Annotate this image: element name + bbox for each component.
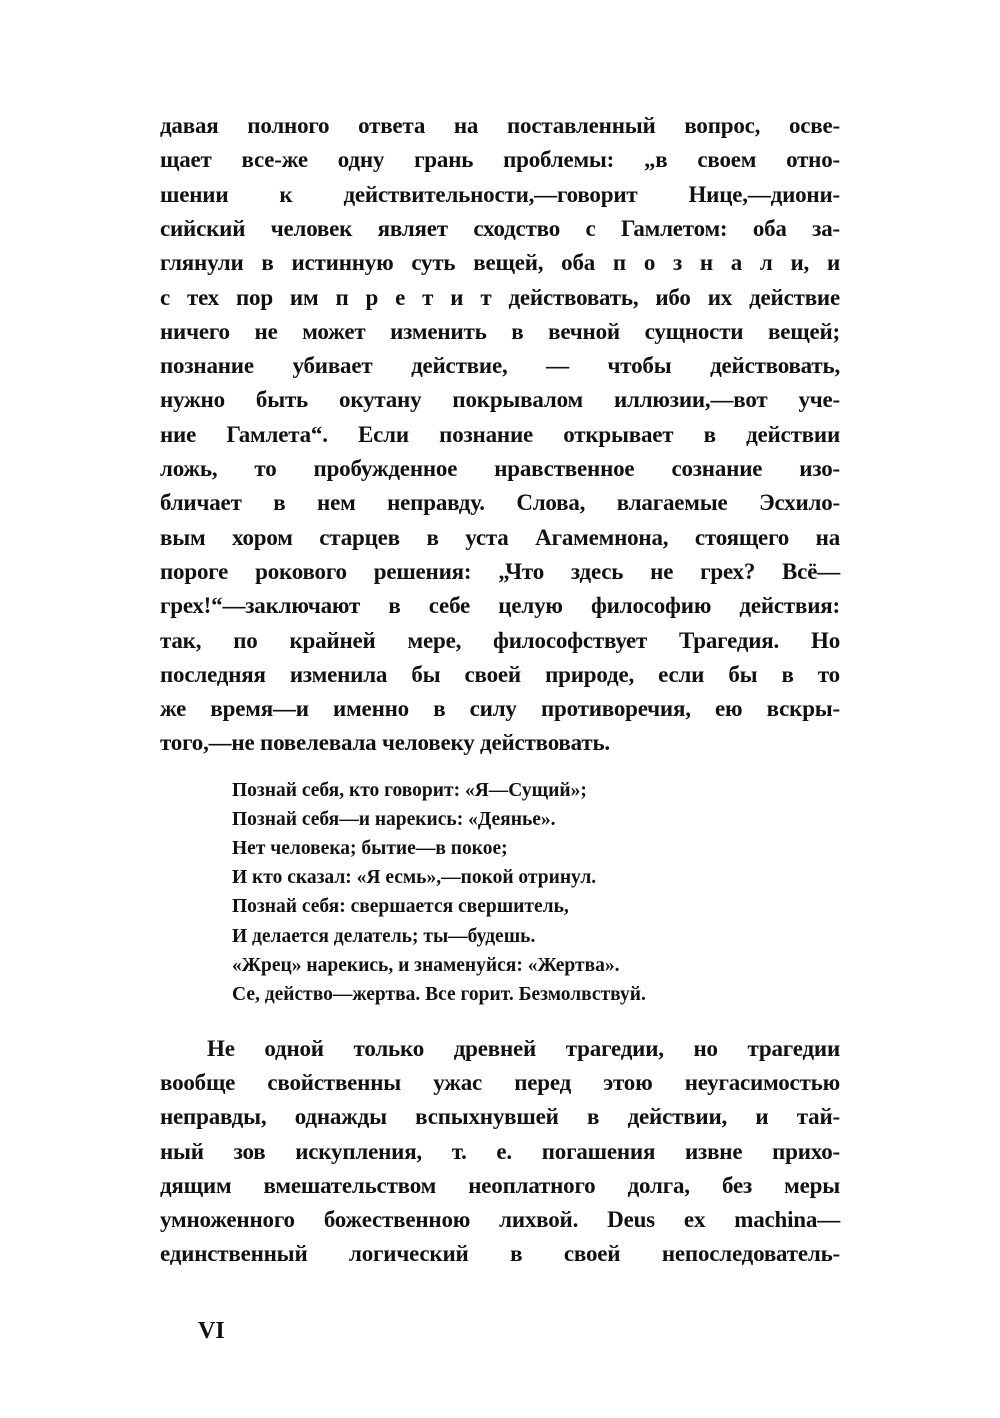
paragraph-1-line: ние Гамлета“. Если познание открывает в действии [160,421,840,447]
poem-line: Се, действо—жертва. Все горит. Безмолвствуй. [232,983,646,1005]
poem-line: Познай себя—и нарекись: «Деянье». [232,809,556,831]
paragraph-1-line: того,—не повелевала человеку действовать. [160,730,610,756]
poem-line: «Жрец» нарекись, и знаменуйся: «Жертва». [232,954,620,976]
paragraph-1-line: ложь, то пробужденное нравственное сознание изо- [160,456,840,481]
paragraph-1-line: шении к действительности,—говорит Нице,—диони- [160,181,840,207]
poem-line: Познай себя: свершается свершитель, [232,896,569,918]
poem-line: Нет человека; бытие—в покое; [232,838,508,860]
paragraph-1-line: же время—и именно в силу противоречия, ею вскры- [160,696,840,722]
paragraph-1-line: ничего не может изменить в вечной сущности вещей; [160,318,840,344]
paragraph-1-line: познание убивает действие, — чтобы действовать, [160,353,840,379]
paragraph-2-line: дящим вмешательством неоплатного долга, без меры [160,1172,840,1198]
paragraph-1-line: нужно быть окутану покрывалом иллюзии,—вот уче- [160,387,840,413]
paragraph-1-line: так, по крайней мере, философствует Трагедия. Но [160,627,840,653]
poem-line: И делается делатель; ты—будешь. [232,925,536,947]
paragraph-1-line: сийский человек являет сходство с Гамлетом: оба за- [160,215,840,241]
paragraph-1-line: бличает в нем неправду. Слова, влагаемые Эсхило- [160,490,840,516]
paragraph-2-line: Не одной только древней трагедии, но трагедии [207,1036,840,1061]
paragraph-2-line: ный зов искупления, т. е. погашения извне прихо- [160,1138,840,1164]
paragraph-1-line: пороге рокового решения: „Что здесь не грех? Всё— [160,558,840,584]
poem-line: Познай себя, кто говорит: «Я—Сущий»; [232,780,587,801]
page-number: VI [198,1318,225,1344]
paragraph-2-line: единственный логический в своей непоследователь- [160,1241,840,1267]
paragraph-1-line: с тех пор им п р е т и т действовать, ибо их действие [160,284,840,310]
paragraph-1-line: последняя изменила бы своей природе, если бы в то [160,661,840,687]
paragraph-2-line: неправды, однажды вспыхнувшей в действии, и тай- [160,1104,840,1130]
paragraph-1-line: щает все-же одну грань проблемы: „в своем отно- [160,147,840,173]
paragraph-1-line: давая полного ответа на поставленный вопрос, осве- [160,113,840,138]
paragraph-1-line: вым хором старцев в уста Агамемнона, стоящего на [160,524,840,550]
paragraph-1-line: грех!“—заключают в себе целую философию действия: [160,593,840,619]
paragraph-2-line: вообще свойственны ужас перед этою неугасимостью [160,1070,840,1096]
poem-line: И кто сказал: «Я есмь»,—покой отринул. [232,867,597,889]
paragraph-1-line: глянули в истинную суть вещей, оба п о з н а л и, и [160,250,840,276]
paragraph-2-line: умноженного божественною лихвой. Deus ex machina— [160,1207,840,1232]
